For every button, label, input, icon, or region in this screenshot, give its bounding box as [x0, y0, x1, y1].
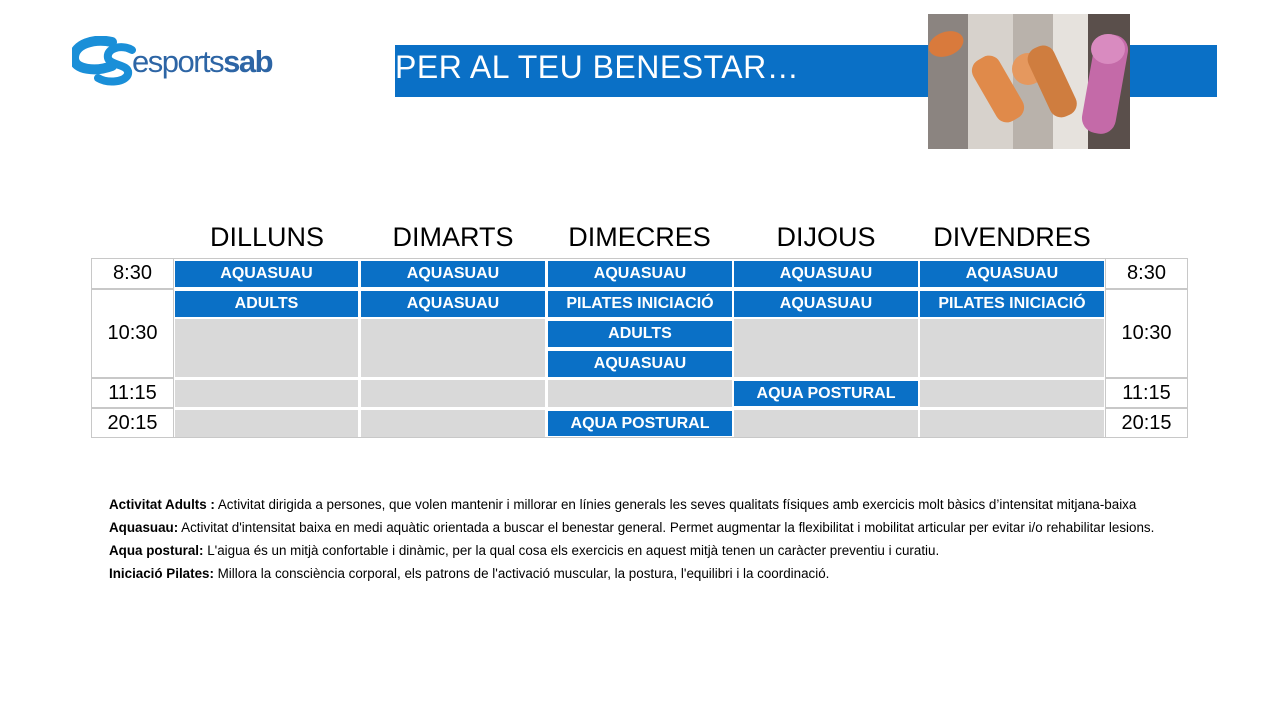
activity-slot[interactable]: PILATES INICIACIÓ — [920, 291, 1104, 317]
time-cell-right: 10:30 — [1105, 289, 1188, 378]
activity-slot[interactable]: AQUASUAU — [920, 261, 1104, 287]
empty-slot — [548, 380, 732, 407]
legend-term: Iniciació Pilates: — [109, 566, 214, 581]
esportssab-logo — [72, 36, 272, 86]
legend-item — [109, 493, 1154, 516]
activity-slot[interactable]: AQUASUAU — [361, 261, 545, 287]
activity-slot[interactable]: AQUASUAU — [175, 261, 358, 287]
time-cell-right: 8:30 — [1105, 258, 1188, 289]
legend-description: Activitat dirigida a persones, que volen mantenir i millorar en línies generals les seves qualitats físiques amb exercicis molt bàsics d’intensitat mitjana-baixa — [214, 497, 1137, 512]
time-cell-left: 20:15 — [91, 408, 174, 438]
day-header-friday: DIVENDRES — [933, 222, 1091, 252]
empty-slot — [920, 319, 1104, 377]
legend-term: Aquasuau: — [109, 520, 179, 535]
page-title: PER AL TEU BENESTAR… — [395, 49, 800, 85]
activity-slot[interactable]: AQUA POSTURAL — [548, 411, 732, 436]
legend-item — [109, 562, 1154, 585]
logo-text-bold: sab — [223, 44, 273, 79]
time-cell-left: 10:30 — [91, 289, 174, 378]
legend-description: Activitat d'intensitat baixa en medi aquàtic orientada a buscar el benestar general. Permet augmentar la flexibilitat i mobilitat articular per evitar i/o rehabilitar lesions. — [178, 520, 1155, 535]
empty-slot — [361, 319, 545, 377]
empty-slot — [175, 319, 358, 377]
empty-slot — [920, 380, 1104, 407]
legend-term: Aqua postural: — [109, 543, 204, 558]
activity-slot[interactable]: ADULTS — [175, 291, 358, 317]
activity-slot[interactable]: AQUASUAU — [361, 291, 545, 317]
yoga-mats-illustration — [928, 14, 1130, 149]
empty-slot — [920, 410, 1104, 437]
activity-slot[interactable]: AQUASUAU — [734, 291, 918, 317]
legend-item — [109, 516, 1154, 539]
yoga-mats-photo — [928, 14, 1130, 149]
legend-item — [109, 539, 1154, 562]
day-header-wednesday: DIMECRES — [568, 222, 711, 252]
empty-slot — [734, 410, 918, 437]
logo-text-light: esports — [132, 44, 224, 79]
activity-slot[interactable]: AQUASUAU — [548, 351, 732, 377]
day-header-thursday: DIJOUS — [776, 222, 876, 252]
empty-slot — [361, 410, 545, 437]
day-header-tuesday: DIMARTS — [392, 222, 514, 252]
day-header-monday: DILLUNS — [209, 222, 325, 252]
activity-legend — [109, 493, 1154, 585]
time-cell-right: 20:15 — [1105, 408, 1188, 438]
time-cell-right: 11:15 — [1105, 378, 1188, 408]
activity-slot[interactable]: ADULTS — [548, 321, 732, 347]
activity-slot[interactable]: AQUASUAU — [734, 261, 918, 287]
empty-slot — [175, 410, 358, 437]
esportssab-logo-icon — [72, 36, 136, 86]
time-cell-left: 11:15 — [91, 378, 174, 408]
empty-slot — [734, 319, 918, 377]
empty-slot — [175, 380, 358, 407]
activity-slot[interactable]: AQUA POSTURAL — [734, 381, 918, 406]
time-cell-left: 8:30 — [91, 258, 174, 289]
activity-slot[interactable]: PILATES INICIACIÓ — [548, 291, 732, 317]
logo-wordmark — [132, 44, 272, 80]
activity-slot[interactable]: AQUASUAU — [548, 261, 732, 287]
empty-slot — [361, 380, 545, 407]
legend-description: Millora la consciència corporal, els patrons de l'activació muscular, la postura, l'equilibri i la coordinació. — [213, 566, 830, 581]
legend-description: L'aigua és un mitjà confortable i dinàmic, per la qual cosa els exercicis en aquest mitjà tenen un caràcter preventiu i curatiu. — [203, 543, 940, 558]
legend-term: Activitat Adults : — [109, 497, 215, 512]
